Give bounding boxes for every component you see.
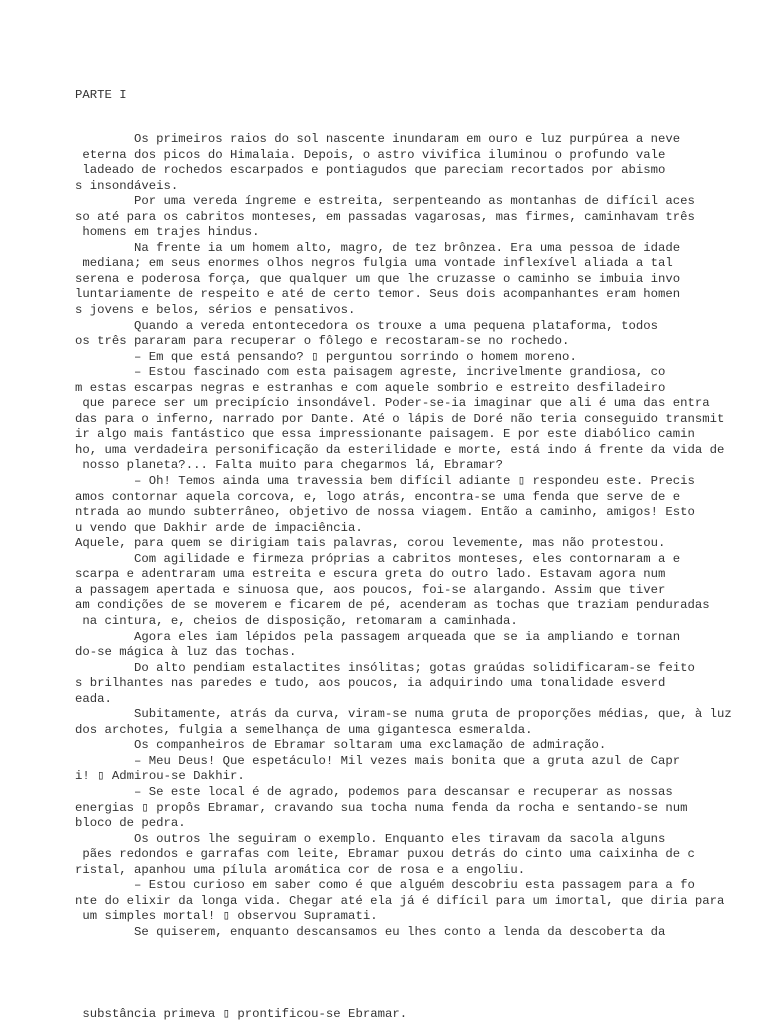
text-line: so até para os cabritos monteses, em passadas vagarosas, mas firmes, caminhavam três <box>75 209 695 224</box>
text-line: homens em trajes hindus. <box>75 225 260 240</box>
text-line: mediana; em seus enormes olhos negros fulgia uma vontade inflexível aliada a tal <box>75 256 673 271</box>
text-line: eada. <box>75 691 112 706</box>
text-line: que parece ser um precipício insondável. Poder-se-ia imaginar que ali é uma das entra <box>75 396 710 411</box>
text-line: nte do elixir da longa vida. Chegar até ela já é difícil para um imortal, que diria para <box>75 893 725 908</box>
text-line: um simples mortal! ▯ observou Supramati. <box>75 909 378 924</box>
text-line: Se quiserem, enquanto descansamos eu lhes conto a lenda da descoberta da <box>75 924 666 939</box>
text-line: – Oh! Temos ainda uma travessia bem difícil adiante ▯ respondeu este. Precis <box>75 474 695 489</box>
text-line: ntrada ao mundo subterrâneo, objetivo de nossa viagem. Então a caminho, amigos! Esto <box>75 505 695 520</box>
text-line: Quando a vereda entontecedora os trouxe a uma pequena plataforma, todos <box>75 318 658 333</box>
part-heading: PARTE I <box>75 88 127 102</box>
text-line: Os companheiros de Ebramar soltaram uma exclamação de admiração. <box>75 738 607 753</box>
body-text <box>75 132 732 940</box>
text-line: – Em que está pensando? ▯ perguntou sorrindo o homem moreno. <box>75 349 577 364</box>
text-line: Na frente ia um homem alto, magro, de tez brônzea. Era uma pessoa de idade <box>75 240 681 255</box>
text-line: – Estou curioso em saber como é que alguém descobriu esta passagem para a fo <box>75 878 695 893</box>
text-line: nosso planeta?... Falta muito para chegarmos lá, Ebramar? <box>75 458 504 473</box>
text-line: Aquele, para quem se dirigiam tais palavras, corou levemente, mas não protestou. <box>75 536 666 551</box>
text-line: s jovens e belos, sérios e pensativos. <box>75 303 356 318</box>
text-line: i! ▯ Admirou-se Dakhir. <box>75 769 245 784</box>
text-line: serena e poderosa força, que qualquer um que lhe cruzasse o caminho se imbuia invo <box>75 271 681 286</box>
text-line: Os primeiros raios do sol nascente inundaram em ouro e luz purpúrea a neve <box>75 132 681 146</box>
text-line: am condições de se moverem e ficarem de pé, acenderam as tochas que traziam penduradas <box>75 598 710 613</box>
text-line: ir algo mais fantástico que essa impressionante paisagem. E por este diabólico camin <box>75 427 695 442</box>
text-line: energias ▯ propôs Ebramar, cravando sua tocha numa fenda da rocha e sentando-se num <box>75 800 688 815</box>
text-line: das para o inferno, narrado por Dante. Até o lápis de Doré não teria conseguido transmit <box>75 411 725 426</box>
text-line: Do alto pendiam estalactites insólitas; gotas graúdas solidificaram-se feito <box>75 660 695 675</box>
text-line: ladeado de rochedos escarpados e pontiagudos que pareciam recortados por abismo <box>75 163 666 178</box>
text-line: s insondáveis. <box>75 178 179 193</box>
text-line: Com agilidade e firmeza próprias a cabritos monteses, eles contornaram a e <box>75 551 681 566</box>
text-line: – Estou fascinado com esta paisagem agreste, incrivelmente grandiosa, co <box>75 365 666 380</box>
text-line: ristal, apanhou uma pílula aromática cor de rosa e a engoliu. <box>75 862 526 877</box>
text-line: m estas escarpas negras e estranhas e com aquele sombrio e estreito desfiladeiro <box>75 380 666 395</box>
text-line: u vendo que Dakhir arde de impaciência. <box>75 520 363 535</box>
text-line: eterna dos picos do Himalaia. Depois, o astro vivifica iluminou o profundo vale <box>75 147 666 162</box>
text-line: na cintura, e, cheios de disposição, retomaram a caminhada. <box>75 613 518 628</box>
text-line: s brilhantes nas paredes e tudo, aos poucos, ia adquirindo uma tonalidade esverd <box>75 676 666 691</box>
text-line: scarpa e adentraram uma estreita e escura greta do outro lado. Estavam agora num <box>75 567 666 582</box>
text-line: – Se este local é de agrado, podemos para descansar e recuperar as nossas <box>75 784 673 799</box>
text-line: bloco de pedra. <box>75 816 186 831</box>
text-line: os três pararam para recuperar o fôlego e recostaram-se no rochedo. <box>75 334 570 349</box>
text-line: ho, uma verdadeira personificação da esterilidade e morte, está indo á frente da vida de <box>75 442 725 457</box>
text-line: Subitamente, atrás da curva, viram-se numa gruta de proporções médias, que, à luz <box>75 707 732 722</box>
text-line: luntariamente de respeito e até de certo temor. Seus dois acompanhantes eram homen <box>75 287 681 302</box>
text-line: pães redondos e garrafas com leite, Ebramar puxou detrás do cinto uma caixinha de c <box>75 847 695 862</box>
text-line: Agora eles iam lépidos pela passagem arqueada que se ia ampliando e tornan <box>75 629 681 644</box>
text-line: – Meu Deus! Que espetáculo! Mil vezes mais bonita que a gruta azul de Capr <box>75 753 681 768</box>
continued-line: substância primeva ▯ prontificou-se Ebramar. <box>75 1007 408 1021</box>
text-line: a passagem apertada e sinuosa que, aos poucos, foi-se alargando. Assim que tiver <box>75 582 666 597</box>
text-line: Por uma vereda íngreme e estreita, serpenteando as montanhas de difícil aces <box>75 194 695 209</box>
text-line: do-se mágica à luz das tochas. <box>75 645 297 660</box>
text-line: Os outros lhe seguiram o exemplo. Enquanto eles tiravam da sacola alguns <box>75 831 666 846</box>
text-line: dos archotes, fulgia a semelhança de uma gigantesca esmeralda. <box>75 722 533 737</box>
text-line: amos contornar aquela corcova, e, logo atrás, encontra-se uma fenda que serve de e <box>75 489 681 504</box>
